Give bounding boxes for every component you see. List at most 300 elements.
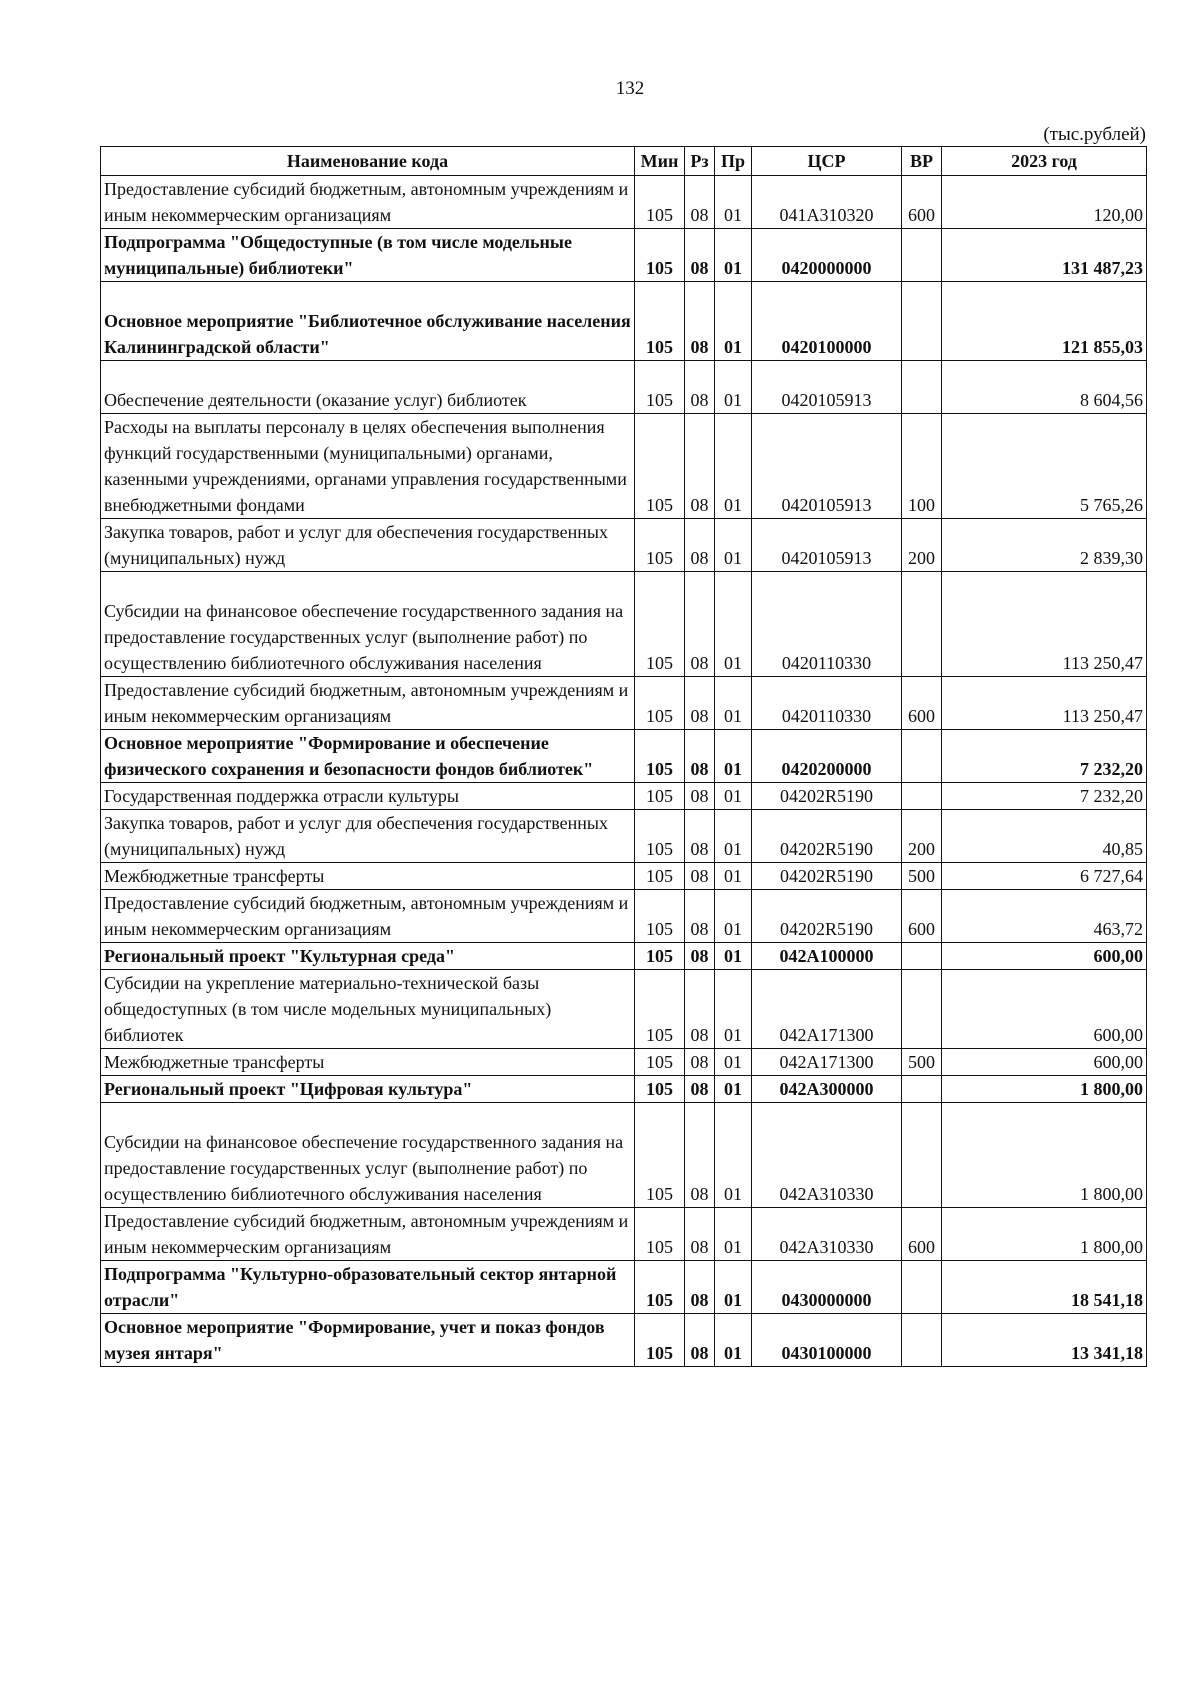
cell-name-text: Подпрограмма "Общедоступные (в том числе модельные муниципальные) библиотеки"	[104, 232, 572, 278]
cell-name	[101, 970, 635, 1049]
cell-vr	[902, 943, 942, 970]
cell-csr	[752, 1076, 902, 1103]
cell-csr-text: 0420105913	[781, 495, 872, 515]
cell-vr	[902, 572, 942, 677]
cell-min	[635, 176, 685, 229]
table-row	[101, 810, 1147, 863]
cell-rz	[685, 863, 715, 890]
cell-name	[101, 1103, 635, 1208]
cell-min	[635, 572, 685, 677]
cell-name	[101, 229, 635, 282]
cell-amount	[942, 572, 1147, 677]
table-row	[101, 1103, 1147, 1208]
cell-csr	[752, 863, 902, 890]
cell-rz-text: 08	[690, 1025, 709, 1045]
cell-amount-text: 6 727,64	[1080, 866, 1143, 886]
cell-csr-text: 042A171300	[779, 1025, 874, 1045]
cell-name-text: Обеспечение деятельности (оказание услуг) библиотек	[104, 390, 527, 410]
cell-csr	[752, 414, 902, 519]
cell-amount-text: 120,00	[1093, 205, 1143, 225]
cell-min	[635, 890, 685, 943]
cell-rz-text: 08	[690, 1052, 709, 1072]
cell-pr-text: 01	[724, 1343, 742, 1363]
cell-min-text: 105	[646, 337, 673, 357]
cell-pr-text: 01	[724, 1290, 742, 1310]
cell-name-text: Субсидии на финансовое обеспечение государственного задания на предоставление государственных услуг (выполнение работ) по осуществлению библиотечного обслуживания населения	[104, 1132, 624, 1204]
cell-rz	[685, 519, 715, 572]
table-row	[101, 943, 1147, 970]
table-row	[101, 519, 1147, 572]
cell-rz-text: 08	[690, 706, 709, 726]
cell-rz	[685, 414, 715, 519]
cell-name-text: Основное мероприятие "Формирование, учет и показ фондов музея янтаря"	[104, 1317, 605, 1363]
cell-name	[101, 890, 635, 943]
cell-csr-text: 04202R5190	[779, 839, 873, 859]
cell-amount	[942, 229, 1147, 282]
cell-amount	[942, 730, 1147, 783]
cell-csr	[752, 176, 902, 229]
cell-rz	[685, 1314, 715, 1367]
cell-vr-text: 200	[908, 839, 935, 859]
cell-csr	[752, 1261, 902, 1314]
cell-pr	[715, 282, 752, 361]
cell-csr-text: 04202R5190	[779, 866, 873, 886]
cell-vr	[902, 970, 942, 1049]
cell-min-text: 105	[646, 205, 673, 225]
table-row	[101, 1049, 1147, 1076]
cell-pr-text: 01	[724, 390, 742, 410]
cell-pr-text: 01	[724, 653, 742, 673]
cell-amount-text: 5 765,26	[1080, 495, 1143, 515]
cell-rz-text: 08	[690, 759, 709, 779]
cell-pr-text: 01	[724, 337, 742, 357]
table-row	[101, 176, 1147, 229]
cell-pr	[715, 229, 752, 282]
cell-rz-text: 08	[690, 1290, 709, 1310]
cell-vr-text: 600	[908, 205, 935, 225]
cell-pr	[715, 1103, 752, 1208]
cell-pr	[715, 943, 752, 970]
cell-vr	[902, 730, 942, 783]
cell-vr-text: 500	[908, 1052, 935, 1072]
cell-min-text: 105	[646, 1025, 673, 1045]
cell-pr-text: 01	[724, 839, 742, 859]
cell-amount	[942, 677, 1147, 730]
cell-pr	[715, 1076, 752, 1103]
cell-pr	[715, 361, 752, 414]
cell-rz-text: 08	[690, 205, 709, 225]
cell-amount	[942, 863, 1147, 890]
cell-amount-text: 8 604,56	[1080, 390, 1143, 410]
cell-pr	[715, 863, 752, 890]
cell-pr-text: 01	[724, 759, 742, 779]
cell-pr-text: 01	[724, 548, 742, 568]
cell-amount-text: 600,00	[1093, 1052, 1143, 1072]
cell-name-text: Закупка товаров, работ и услуг для обеспечения государственных (муниципальных) нужд	[104, 813, 609, 859]
cell-csr	[752, 943, 902, 970]
cell-vr	[902, 282, 942, 361]
table-row	[101, 677, 1147, 730]
cell-amount	[942, 970, 1147, 1049]
cell-csr	[752, 810, 902, 863]
cell-amount	[942, 1049, 1147, 1076]
cell-min	[635, 730, 685, 783]
cell-min	[635, 1208, 685, 1261]
cell-rz	[685, 1261, 715, 1314]
cell-vr	[902, 1076, 942, 1103]
cell-min-text: 105	[646, 1052, 673, 1072]
cell-min	[635, 1049, 685, 1076]
cell-csr-text: 04202R5190	[779, 919, 873, 939]
cell-vr-text: 600	[908, 706, 935, 726]
cell-vr	[902, 229, 942, 282]
table-row	[101, 730, 1147, 783]
table-row	[101, 361, 1147, 414]
cell-pr-text: 01	[724, 1184, 742, 1204]
table-row	[101, 1208, 1147, 1261]
cell-rz-text: 08	[690, 548, 709, 568]
cell-pr-text: 01	[724, 706, 742, 726]
cell-name-text: Основное мероприятие "Библиотечное обслуживание населения Калининградской области"	[104, 311, 631, 357]
cell-min	[635, 1103, 685, 1208]
cell-min	[635, 414, 685, 519]
cell-amount	[942, 1103, 1147, 1208]
cell-min	[635, 1076, 685, 1103]
cell-rz-text: 08	[690, 1237, 709, 1257]
page-number: 132	[615, 78, 645, 99]
cell-amount	[942, 1208, 1147, 1261]
cell-min-text: 105	[646, 706, 673, 726]
cell-csr	[752, 1049, 902, 1076]
cell-rz-text: 08	[690, 495, 709, 515]
cell-name	[101, 730, 635, 783]
cell-amount-text: 113 250,47	[1062, 706, 1143, 726]
cell-amount-text: 40,85	[1102, 839, 1143, 859]
cell-csr	[752, 361, 902, 414]
cell-name-text: Предоставление субсидий бюджетным, автономным учреждениям и иным некоммерческим организациям	[104, 893, 629, 939]
cell-min-text: 105	[646, 258, 673, 278]
cell-amount-text: 600,00	[1093, 1025, 1143, 1045]
cell-amount-text: 1 800,00	[1080, 1079, 1143, 1099]
cell-csr-text: 0430100000	[781, 1343, 872, 1363]
cell-amount	[942, 1261, 1147, 1314]
cell-csr	[752, 890, 902, 943]
cell-pr	[715, 677, 752, 730]
header-min: Мин	[635, 147, 685, 176]
cell-csr-text: 041A310320	[779, 205, 874, 225]
cell-name	[101, 361, 635, 414]
cell-amount-text: 7 232,20	[1080, 786, 1143, 806]
cell-vr	[902, 519, 942, 572]
cell-vr	[902, 176, 942, 229]
cell-name-text: Межбюджетные трансферты	[104, 1052, 325, 1072]
cell-rz	[685, 970, 715, 1049]
cell-amount-text: 121 855,03	[1062, 337, 1143, 357]
cell-name-text: Предоставление субсидий бюджетным, автономным учреждениям и иным некоммерческим организациям	[104, 1211, 629, 1257]
header-rz: Рз	[685, 147, 715, 176]
cell-name-text: Субсидии на укрепление материально-технической базы общедоступных (в том числе модельных муниципальных) библиотек	[104, 973, 552, 1045]
cell-vr	[902, 1103, 942, 1208]
cell-csr	[752, 783, 902, 810]
cell-rz	[685, 677, 715, 730]
cell-name-text: Подпрограмма "Культурно-образовательный сектор янтарной отрасли"	[104, 1264, 617, 1310]
cell-name	[101, 810, 635, 863]
cell-csr-text: 0430000000	[781, 1290, 872, 1310]
cell-name	[101, 1261, 635, 1314]
cell-pr	[715, 970, 752, 1049]
cell-name-text: Расходы на выплаты персоналу в целях обеспечения выполнения функций государственными (муниципальными) органами, казенными учреждениями, органами управления государственными внебюджетными фондами	[104, 417, 627, 515]
cell-min	[635, 1261, 685, 1314]
cell-vr-text: 100	[908, 495, 935, 515]
cell-rz-text: 08	[690, 653, 709, 673]
cell-csr-text: 0420105913	[781, 390, 872, 410]
cell-pr	[715, 519, 752, 572]
table-row	[101, 1261, 1147, 1314]
cell-rz-text: 08	[690, 258, 709, 278]
cell-name	[101, 282, 635, 361]
cell-rz-text: 08	[690, 390, 709, 410]
cell-rz	[685, 783, 715, 810]
cell-min-text: 105	[646, 1079, 673, 1099]
cell-rz-text: 08	[690, 946, 709, 966]
cell-pr	[715, 414, 752, 519]
cell-pr-text: 01	[724, 1237, 742, 1257]
cell-min	[635, 970, 685, 1049]
cell-name-text: Предоставление субсидий бюджетным, автономным учреждениям и иным некоммерческим организациям	[104, 680, 629, 726]
cell-amount	[942, 783, 1147, 810]
cell-csr	[752, 677, 902, 730]
table-row	[101, 890, 1147, 943]
cell-name-text: Субсидии на финансовое обеспечение государственного задания на предоставление государственных услуг (выполнение работ) по осуществлению библиотечного обслуживания населения	[104, 601, 624, 673]
table-row	[101, 572, 1147, 677]
cell-rz-text: 08	[690, 1184, 709, 1204]
cell-min	[635, 519, 685, 572]
cell-rz	[685, 730, 715, 783]
cell-min	[635, 282, 685, 361]
cell-pr	[715, 1049, 752, 1076]
cell-amount	[942, 414, 1147, 519]
cell-min-text: 105	[646, 1184, 673, 1204]
cell-rz-text: 08	[690, 1079, 709, 1099]
cell-rz-text: 08	[690, 337, 709, 357]
cell-min-text: 105	[646, 839, 673, 859]
cell-rz	[685, 890, 715, 943]
cell-pr	[715, 1261, 752, 1314]
cell-amount	[942, 361, 1147, 414]
cell-csr-text: 042A300000	[779, 1079, 874, 1099]
cell-amount-text: 2 839,30	[1080, 548, 1143, 568]
cell-vr-text: 500	[908, 866, 935, 886]
cell-name-text: Государственная поддержка отрасли культуры	[104, 786, 459, 806]
cell-name	[101, 783, 635, 810]
cell-csr-text: 0420110330	[781, 653, 872, 673]
cell-name	[101, 863, 635, 890]
cell-csr-text: 042A100000	[779, 946, 874, 966]
cell-csr	[752, 730, 902, 783]
cell-name-text: Основное мероприятие "Формирование и обеспечение физического сохранения и безопасности фондов библиотек"	[104, 733, 594, 779]
cell-min	[635, 943, 685, 970]
cell-amount-text: 463,72	[1093, 919, 1143, 939]
cell-vr	[902, 677, 942, 730]
cell-min-text: 105	[646, 495, 673, 515]
cell-csr-text: 0420100000	[781, 337, 872, 357]
cell-amount-text: 131 487,23	[1062, 258, 1143, 278]
cell-min-text: 105	[646, 548, 673, 568]
cell-vr	[902, 1261, 942, 1314]
cell-vr-text: 600	[908, 919, 935, 939]
cell-pr	[715, 572, 752, 677]
cell-amount	[942, 943, 1147, 970]
table-row	[101, 229, 1147, 282]
table-row	[101, 414, 1147, 519]
cell-vr	[902, 1208, 942, 1261]
cell-pr-text: 01	[724, 786, 742, 806]
cell-name	[101, 1314, 635, 1367]
cell-rz	[685, 943, 715, 970]
cell-amount	[942, 519, 1147, 572]
cell-pr-text: 01	[724, 495, 742, 515]
header-vr: ВР	[902, 147, 942, 176]
table-body	[101, 176, 1147, 1367]
cell-amount-text: 1 800,00	[1080, 1184, 1143, 1204]
cell-pr-text: 01	[724, 866, 742, 886]
cell-name	[101, 572, 635, 677]
cell-pr-text: 01	[724, 258, 742, 278]
cell-pr	[715, 176, 752, 229]
cell-csr	[752, 282, 902, 361]
cell-csr	[752, 1314, 902, 1367]
cell-pr	[715, 783, 752, 810]
cell-min	[635, 783, 685, 810]
cell-min-text: 105	[646, 1290, 673, 1310]
cell-name	[101, 943, 635, 970]
cell-csr-text: 0420105913	[781, 548, 872, 568]
header-year: 2023 год	[942, 147, 1147, 176]
cell-csr	[752, 572, 902, 677]
cell-amount	[942, 176, 1147, 229]
header-name: Наименование кода	[101, 147, 635, 176]
cell-amount	[942, 1314, 1147, 1367]
cell-name	[101, 1076, 635, 1103]
cell-name-text: Межбюджетные трансферты	[104, 866, 325, 886]
cell-min-text: 105	[646, 653, 673, 673]
cell-pr-text: 01	[724, 1052, 742, 1072]
table-row	[101, 282, 1147, 361]
cell-amount	[942, 890, 1147, 943]
cell-pr-text: 01	[724, 1025, 742, 1045]
cell-vr	[902, 890, 942, 943]
cell-rz	[685, 572, 715, 677]
cell-name	[101, 1208, 635, 1261]
cell-amount-text: 1 800,00	[1080, 1237, 1143, 1257]
cell-rz-text: 08	[690, 839, 709, 859]
cell-name	[101, 519, 635, 572]
cell-amount	[942, 282, 1147, 361]
cell-rz	[685, 361, 715, 414]
cell-name-text: Региональный проект "Цифровая культура"	[104, 1079, 473, 1099]
cell-amount	[942, 810, 1147, 863]
cell-rz	[685, 810, 715, 863]
units-label: (тыс.рублей)	[1043, 124, 1146, 145]
cell-min-text: 105	[646, 1237, 673, 1257]
cell-vr-text: 600	[908, 1237, 935, 1257]
cell-min-text: 105	[646, 390, 673, 410]
cell-rz	[685, 1076, 715, 1103]
cell-vr	[902, 863, 942, 890]
cell-amount-text: 13 341,18	[1071, 1343, 1143, 1363]
cell-rz	[685, 1208, 715, 1261]
cell-pr	[715, 810, 752, 863]
cell-vr	[902, 414, 942, 519]
cell-csr-text: 042A310330	[779, 1237, 874, 1257]
cell-name	[101, 677, 635, 730]
cell-csr	[752, 1208, 902, 1261]
cell-rz	[685, 229, 715, 282]
cell-vr-text: 200	[908, 548, 935, 568]
cell-pr	[715, 890, 752, 943]
header-csr: ЦСР	[752, 147, 902, 176]
cell-csr-text: 0420000000	[781, 258, 872, 278]
cell-csr-text: 0420110330	[781, 706, 872, 726]
cell-vr	[902, 1049, 942, 1076]
cell-min-text: 105	[646, 919, 673, 939]
cell-csr-text: 0420200000	[781, 759, 872, 779]
cell-name-text: Предоставление субсидий бюджетным, автономным учреждениям и иным некоммерческим организациям	[104, 179, 629, 225]
table-row	[101, 1076, 1147, 1103]
cell-amount-text: 18 541,18	[1071, 1290, 1143, 1310]
cell-rz	[685, 282, 715, 361]
cell-vr	[902, 1314, 942, 1367]
cell-rz-text: 08	[690, 1343, 709, 1363]
cell-min	[635, 361, 685, 414]
cell-pr-text: 01	[724, 205, 742, 225]
cell-amount-text: 600,00	[1093, 946, 1143, 966]
cell-name-text: Региональный проект "Культурная среда"	[104, 946, 455, 966]
cell-pr	[715, 1314, 752, 1367]
cell-min-text: 105	[646, 946, 673, 966]
cell-name	[101, 176, 635, 229]
table-row	[101, 863, 1147, 890]
cell-min	[635, 1314, 685, 1367]
cell-csr	[752, 519, 902, 572]
table-row	[101, 1314, 1147, 1367]
cell-min-text: 105	[646, 1343, 673, 1363]
cell-pr-text: 01	[724, 946, 742, 966]
table-row	[101, 970, 1147, 1049]
cell-csr-text: 042A310330	[779, 1184, 874, 1204]
cell-rz-text: 08	[690, 786, 709, 806]
cell-vr	[902, 783, 942, 810]
cell-pr-text: 01	[724, 1079, 742, 1099]
table-row	[101, 783, 1147, 810]
cell-min-text: 105	[646, 866, 673, 886]
cell-name-text: Закупка товаров, работ и услуг для обеспечения государственных (муниципальных) нужд	[104, 522, 609, 568]
cell-rz	[685, 1049, 715, 1076]
cell-rz-text: 08	[690, 866, 709, 886]
cell-amount-text: 113 250,47	[1062, 653, 1143, 673]
cell-amount-text: 7 232,20	[1080, 759, 1143, 779]
cell-csr	[752, 229, 902, 282]
cell-rz	[685, 176, 715, 229]
cell-min-text: 105	[646, 759, 673, 779]
cell-min	[635, 810, 685, 863]
budget-table	[100, 146, 1147, 1367]
cell-min	[635, 863, 685, 890]
cell-vr	[902, 361, 942, 414]
cell-vr	[902, 810, 942, 863]
header-pr: Пр	[715, 147, 752, 176]
cell-pr-text: 01	[724, 919, 742, 939]
